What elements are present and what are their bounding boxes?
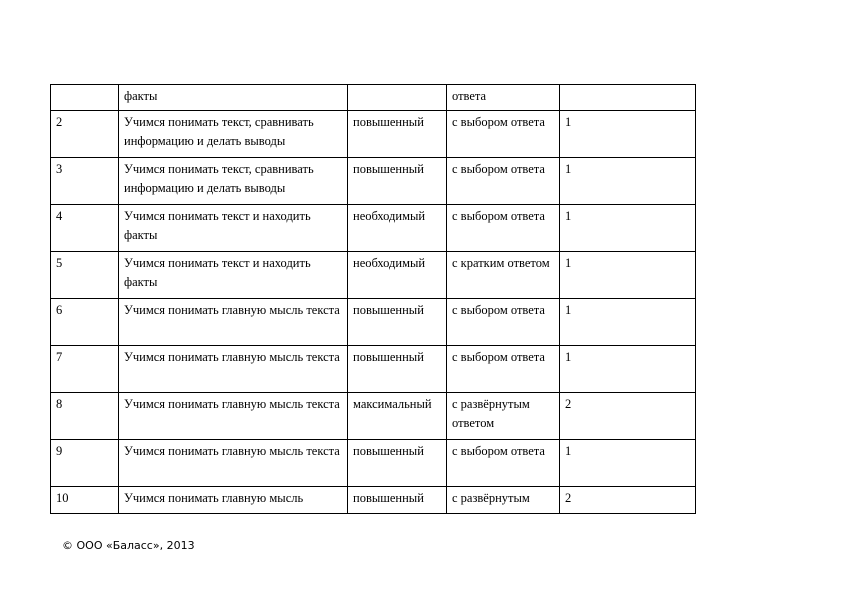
table-row — [51, 299, 696, 346]
task-type-cell: с выбором ответа — [447, 111, 560, 158]
task-level-cell: необходимый — [348, 205, 447, 252]
task-number-cell — [51, 85, 119, 111]
table-row — [51, 158, 696, 205]
task-number-cell: 6 — [51, 299, 119, 346]
copyright-footer: © ООО «Баласс», 2013 — [62, 539, 195, 552]
task-topic-cell: Учимся понимать главную мысль текста — [119, 393, 348, 440]
task-score-cell: 1 — [560, 205, 696, 252]
task-topic-cell: Учимся понимать главную мысль — [119, 487, 348, 514]
task-score-cell: 2 — [560, 487, 696, 514]
task-topic-cell: Учимся понимать текст и находить факты — [119, 205, 348, 252]
table-row — [51, 111, 696, 158]
task-level-cell — [348, 85, 447, 111]
task-topic-cell: Учимся понимать главную мысль текста — [119, 299, 348, 346]
table-row — [51, 487, 696, 514]
task-type-cell: с выбором ответа — [447, 299, 560, 346]
task-score-cell: 1 — [560, 346, 696, 393]
task-score-cell: 1 — [560, 299, 696, 346]
task-type-cell: с кратким ответом — [447, 252, 560, 299]
task-level-cell: повышенный — [348, 158, 447, 205]
task-level-cell: повышенный — [348, 440, 447, 487]
task-score-cell: 1 — [560, 440, 696, 487]
task-type-cell: с выбором ответа — [447, 346, 560, 393]
task-type-cell: с выбором ответа — [447, 440, 560, 487]
task-level-cell: максимальный — [348, 393, 447, 440]
tasks-table — [50, 84, 696, 514]
task-number-cell: 7 — [51, 346, 119, 393]
task-type-cell: с развёрнутым ответом — [447, 393, 560, 440]
task-topic-cell: Учимся понимать главную мысль текста — [119, 440, 348, 487]
task-level-cell: повышенный — [348, 487, 447, 514]
task-number-cell: 8 — [51, 393, 119, 440]
task-type-cell: с развёрнутым — [447, 487, 560, 514]
table-row — [51, 440, 696, 487]
task-type-cell: с выбором ответа — [447, 158, 560, 205]
task-score-cell: 1 — [560, 111, 696, 158]
table-row — [51, 205, 696, 252]
task-number-cell: 2 — [51, 111, 119, 158]
table-row — [51, 85, 696, 111]
task-number-cell: 3 — [51, 158, 119, 205]
task-level-cell: повышенный — [348, 111, 447, 158]
task-topic-cell: Учимся понимать текст и находить факты — [119, 252, 348, 299]
task-type-cell: с выбором ответа — [447, 205, 560, 252]
task-topic-cell: Учимся понимать текст, сравнивать информацию и делать выводы — [119, 111, 348, 158]
task-topic-cell: Учимся понимать главную мысль текста — [119, 346, 348, 393]
task-topic-cell: факты — [119, 85, 348, 111]
table-row — [51, 252, 696, 299]
task-score-cell: 1 — [560, 158, 696, 205]
task-score-cell: 2 — [560, 393, 696, 440]
task-number-cell: 10 — [51, 487, 119, 514]
task-topic-cell: Учимся понимать текст, сравнивать информацию и делать выводы — [119, 158, 348, 205]
task-score-cell: 1 — [560, 252, 696, 299]
task-level-cell: необходимый — [348, 252, 447, 299]
task-number-cell: 4 — [51, 205, 119, 252]
task-level-cell: повышенный — [348, 299, 447, 346]
task-score-cell — [560, 85, 696, 111]
task-number-cell: 5 — [51, 252, 119, 299]
table-row — [51, 393, 696, 440]
task-number-cell: 9 — [51, 440, 119, 487]
task-type-cell: ответа — [447, 85, 560, 111]
table-row — [51, 346, 696, 393]
task-level-cell: повышенный — [348, 346, 447, 393]
